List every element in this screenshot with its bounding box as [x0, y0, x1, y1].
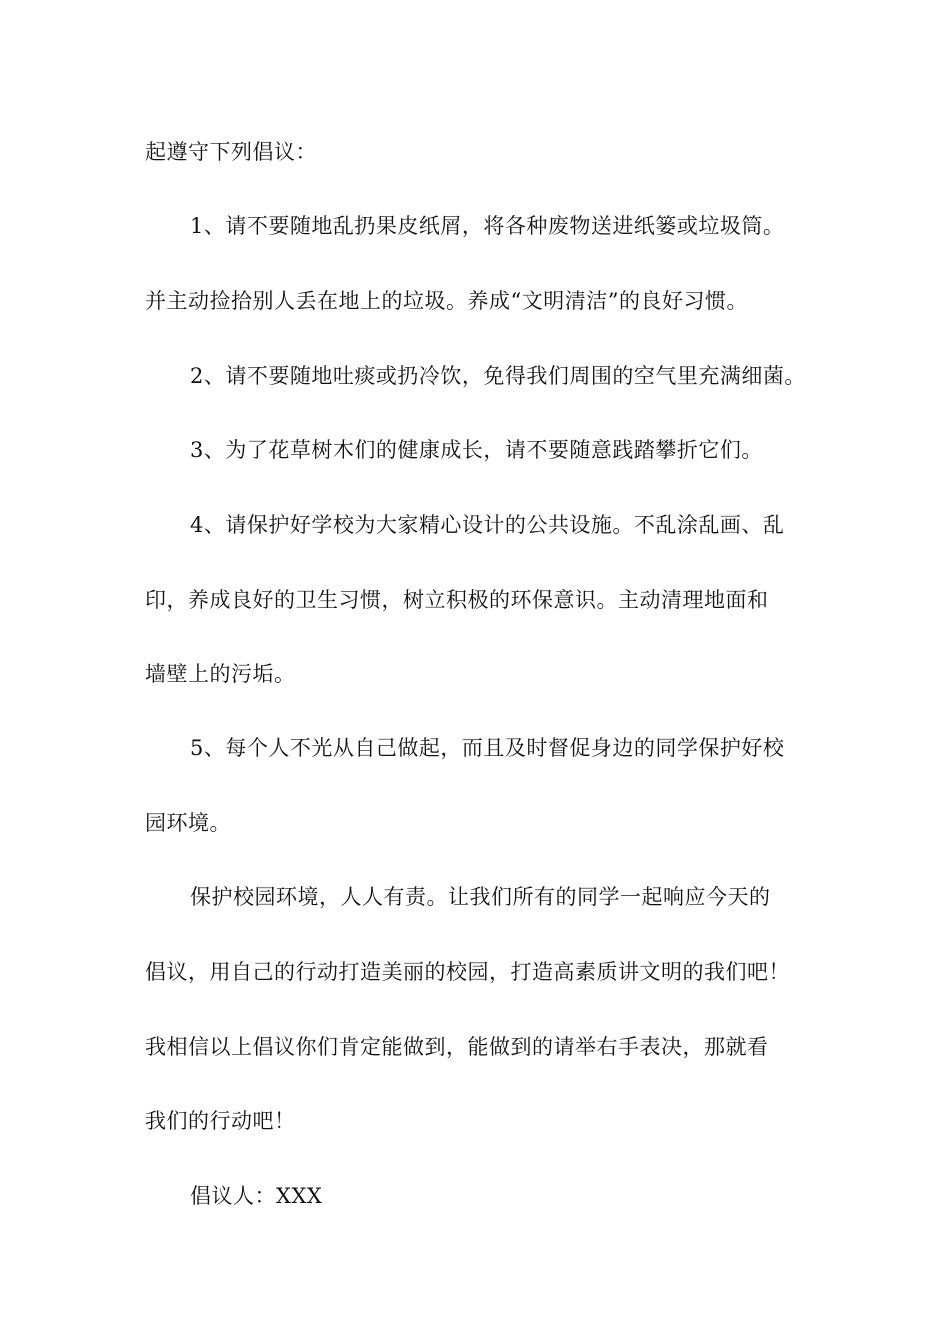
text-line: 倡议，用自己的行动打造美丽的校园，打造高素质讲文明的我们吧！: [145, 960, 790, 984]
text-line: 我们的行动吧！: [145, 1109, 296, 1133]
text-line: 我相信以上倡议你们肯定能做到，能做到的请举右手表决，那就看: [145, 1035, 769, 1059]
text-line: 3、为了花草树木们的健康成长，请不要随意践踏攀折它们。: [190, 438, 763, 462]
text-line: 保护校园环境，人人有责。让我们所有的同学一起响应今天的: [190, 885, 771, 909]
text-line: 园环境。: [145, 811, 231, 835]
text-line: 4、请保护好学校为大家精心设计的公共设施。不乱涂乱画、乱: [190, 513, 785, 537]
text-line: 印，养成良好的卫生习惯，树立积极的环保意识。主动清理地面和: [145, 588, 769, 612]
text-line: 并主动捡拾别人丢在地上的垃圾。养成“文明清洁”的良好习惯。: [145, 289, 748, 313]
text-line: 墙壁上的污垢。: [145, 662, 296, 686]
text-line: 起遵守下列倡议：: [145, 140, 317, 164]
text-line: 5、每个人不光从自己做起，而且及时督促身边的同学保护好校: [190, 736, 785, 760]
text-line: 1、请不要随地乱扔果皮纸屑，将各种废物送进纸篓或垃圾筒。: [190, 214, 785, 238]
signature-line: 倡议人：XXX: [190, 1184, 323, 1208]
text-line: 2、请不要随地吐痰或扔冷饮，免得我们周围的空气里充满细菌。: [190, 364, 806, 388]
